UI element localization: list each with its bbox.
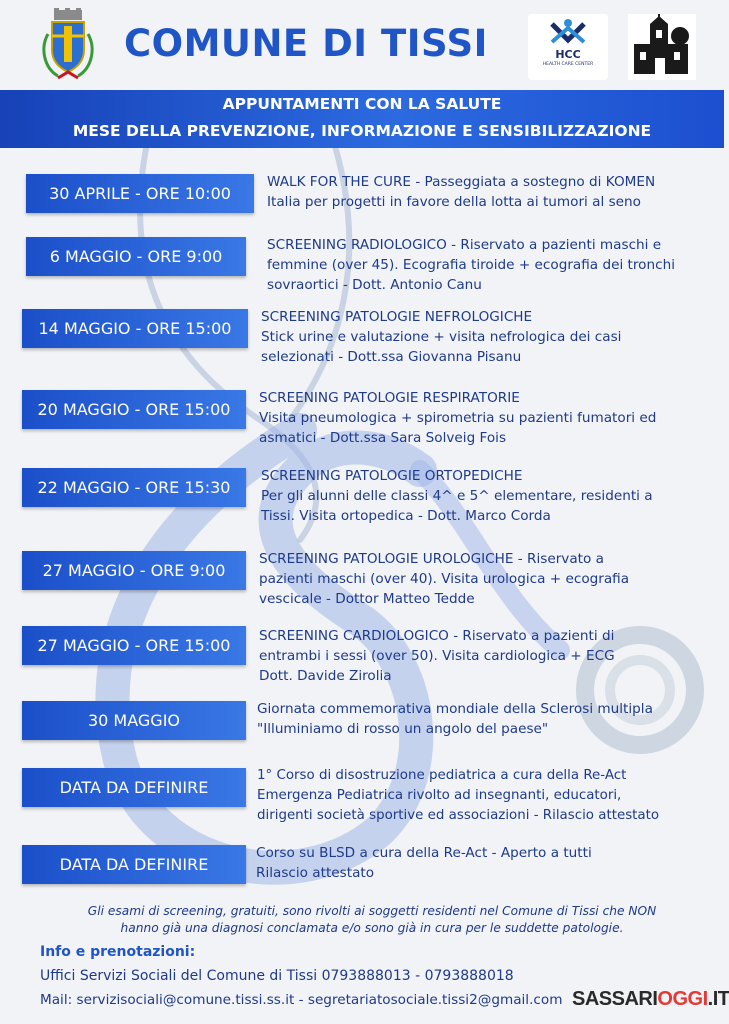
event-date: 30 MAGGIO	[22, 701, 246, 740]
hcc-logo	[528, 14, 608, 80]
event-item	[0, 843, 724, 887]
event-description: SCREENING PATOLOGIE NEFROLOGICHE Stick urine e valutazione + visita nefrologica dei casi selezionati - Dott.ssa Giovanna Pisanu	[261, 309, 622, 365]
event-date: 6 MAGGIO - ORE 9:00	[26, 237, 246, 276]
event-date: 30 APRILE - ORE 10:00	[26, 174, 254, 213]
event-date: 27 MAGGIO - ORE 15:00	[22, 626, 246, 665]
event-date: 22 MAGGIO - ORE 15:30	[22, 468, 246, 507]
event-item	[0, 388, 724, 452]
event-item	[0, 699, 724, 743]
event-description: SCREENING RADIOLOGICO - Riservato a pazienti maschi e femmine (over 45). Ecografia tiroide + ecografia dei tronchi sovraortici - Dott. Antonio Canu	[267, 237, 675, 293]
watermark-part-3: .IT	[707, 988, 729, 1010]
event-item	[0, 766, 724, 830]
event-description: SCREENING PATOLOGIE ORTOPEDICHE Per gli alunni delle classi 4^ e 5^ elementare, residenti a Tissi. Visita ortopedica - Dott. Marco Corda	[261, 468, 653, 524]
banner-subtitle: MESE DELLA PREVENZIONE, INFORMAZIONE E SENSIBILIZZAZIONE	[72, 122, 652, 140]
watermark-part-1: SASSARI	[572, 988, 658, 1010]
event-description: 1° Corso di disostruzione pediatrica a cura della Re-Act Emergenza Pediatrica rivolto ad insegnanti, educatori, dirigenti società sportive ed associazioni - Rilascio attestato	[257, 768, 660, 823]
hcc-logo-text: HCC	[555, 48, 581, 61]
event-date: 27 MAGGIO - ORE 9:00	[22, 551, 246, 590]
event-description: SCREENING PATOLOGIE UROLOGICHE - Riservato a pazienti maschi (over 40). Visita urologica + ecografia vescicale - Dottor Matteo Tedde	[259, 551, 630, 607]
event-item	[0, 307, 724, 371]
event-item	[0, 549, 724, 613]
hcc-emblem-icon	[528, 14, 608, 50]
event-item	[0, 626, 724, 690]
event-date: DATA DA DEFINIRE	[22, 845, 246, 884]
event-date: 14 MAGGIO - ORE 15:00	[22, 309, 248, 348]
screening-note: Gli esami di screening, gratuiti, sono rivolti ai soggetti residenti nel Comune di Tissi che NON hanno già una diagnosi conclamata e/o sono già in cura per le suddette patologie.	[87, 904, 657, 935]
watermark-part-2: OGGI	[657, 988, 708, 1010]
info-phone: Uffici Servizi Sociali del Comune di Tissi 0793888013 - 0793888018	[40, 968, 514, 984]
event-item	[0, 172, 724, 222]
event-date: 20 MAGGIO - ORE 15:00	[22, 390, 246, 429]
banner-title: APPUNTAMENTI CON LA SALUTE	[222, 95, 502, 113]
info-heading: Info e prenotazioni:	[40, 944, 196, 960]
hcc-logo-subtitle: HEALTH CARE CENTER	[542, 62, 594, 67]
event-item	[0, 235, 724, 299]
info-email: Mail: servizisociali@comune.tissi.ss.it - segretariatosociale.tissi2@gmail.com	[40, 992, 563, 1008]
header	[0, 0, 724, 88]
event-description: WALK FOR THE CURE - Passeggiata a sostegno di KOMEN Italia per progetti in favore della lotta ai tumori al seno	[267, 174, 656, 210]
event-description: SCREENING PATOLOGIE RESPIRATORIE Visita pneumologica + spirometria su pazienti fumatori ed asmatici - Dott.ssa Sara Solveig Fois	[259, 390, 657, 446]
event-description: Corso su BLSD a cura della Re-Act - Aperto a tutti Rilascio attestato	[256, 845, 592, 881]
event-date: DATA DA DEFINIRE	[22, 768, 246, 807]
event-description: SCREENING CARDIOLOGICO - Riservato a pazienti di entrambi i sessi (over 50). Visita cardiologica + ECG Dott. Davide Zirolia	[259, 628, 615, 684]
event-description: Giornata commemorativa mondiale della Sclerosi multipla "Illuminiamo di rosso un angolo del paese"	[257, 701, 653, 737]
page-title: COMUNE DI TISSI	[124, 22, 488, 65]
church-logo-icon	[628, 14, 696, 80]
event-item	[0, 466, 724, 530]
title-banner	[0, 90, 724, 148]
municipal-crest-icon	[38, 8, 98, 82]
sassarioggi-watermark	[572, 988, 729, 1011]
